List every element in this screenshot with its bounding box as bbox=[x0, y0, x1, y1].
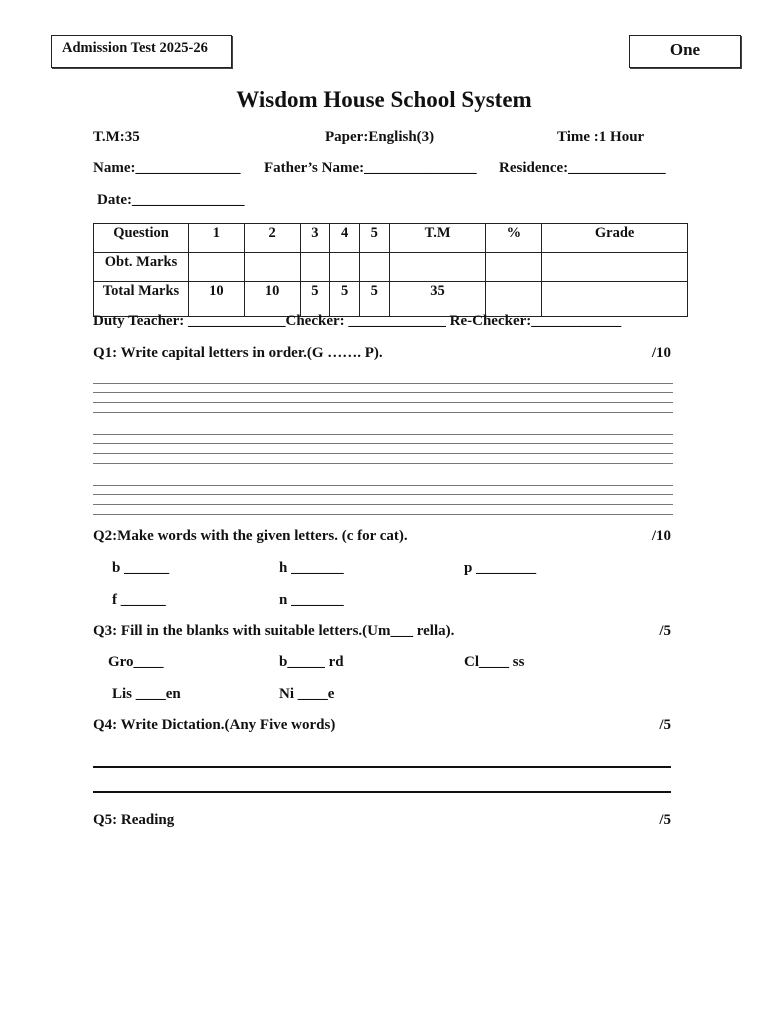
q2-item: p ________ bbox=[464, 560, 537, 576]
writing-line bbox=[93, 494, 673, 495]
table-cell: Total Marks bbox=[94, 282, 189, 317]
q3-item: Lis ____en bbox=[112, 686, 181, 702]
table-cell bbox=[486, 253, 542, 282]
table-cell: Obt. Marks bbox=[94, 253, 189, 282]
writing-line bbox=[93, 463, 673, 464]
q4-marks: /5 bbox=[659, 717, 671, 733]
writing-line bbox=[93, 504, 673, 505]
q3-marks: /5 bbox=[659, 623, 671, 639]
writing-line bbox=[93, 402, 673, 403]
table-cell: 5 bbox=[300, 282, 330, 317]
q3-item: Ni ____e bbox=[279, 686, 335, 702]
table-row-obtained bbox=[94, 253, 688, 282]
table-cell: 4 bbox=[330, 224, 360, 253]
writing-line bbox=[93, 383, 673, 384]
name-field: Name:______________ bbox=[93, 160, 241, 176]
date-field: Date:_______________ bbox=[97, 192, 245, 208]
q1-marks: /10 bbox=[651, 345, 671, 361]
q2-item: f ______ bbox=[112, 592, 166, 608]
table-cell bbox=[486, 282, 542, 317]
table-cell: 3 bbox=[300, 224, 330, 253]
table-cell: 10 bbox=[189, 282, 245, 317]
table-cell: 5 bbox=[359, 282, 389, 317]
q4-text: Q4: Write Dictation.(Any Five words) bbox=[93, 717, 336, 733]
table-cell: % bbox=[486, 224, 542, 253]
table-cell: 5 bbox=[330, 282, 360, 317]
dictation-line bbox=[93, 791, 671, 793]
q5-text: Q5: Reading bbox=[93, 812, 175, 828]
q3-item: Gro____ bbox=[108, 654, 164, 670]
residence-field: Residence:_____________ bbox=[499, 160, 666, 176]
table-cell bbox=[359, 253, 389, 282]
table-cell: 5 bbox=[359, 224, 389, 253]
q2-item: n _______ bbox=[279, 592, 344, 608]
table-cell bbox=[300, 253, 330, 282]
time-info: Time :1 Hour bbox=[557, 129, 645, 145]
q3-item: Cl____ ss bbox=[464, 654, 525, 670]
table-cell: 2 bbox=[244, 224, 300, 253]
writing-line bbox=[93, 514, 673, 515]
table-cell: Grade bbox=[542, 224, 688, 253]
table-cell bbox=[244, 253, 300, 282]
father-name-field: Father’s Name:_______________ bbox=[264, 160, 477, 176]
table-cell bbox=[542, 282, 688, 317]
class-label: One bbox=[669, 40, 701, 59]
writing-line bbox=[93, 443, 673, 444]
admission-test-box bbox=[51, 35, 232, 68]
table-cell: 10 bbox=[244, 282, 300, 317]
table-cell bbox=[542, 253, 688, 282]
q1-text: Q1: Write capital letters in order.(G ……. P). bbox=[93, 345, 383, 361]
writing-line bbox=[93, 453, 673, 454]
class-box bbox=[629, 35, 741, 68]
admission-test-label: Admission Test 2025-26 bbox=[62, 40, 208, 56]
table-cell: 35 bbox=[389, 282, 486, 317]
total-marks-info: T.M:35 bbox=[93, 129, 140, 145]
marks-table bbox=[93, 223, 688, 317]
table-cell: 1 bbox=[189, 224, 245, 253]
signatures-line: Duty Teacher: _____________Checker: _____________ Re-Checker:____________ bbox=[93, 313, 622, 329]
table-cell bbox=[330, 253, 360, 282]
q2-text: Q2:Make words with the given letters. (c for cat). bbox=[93, 528, 408, 544]
q2-marks: /10 bbox=[651, 528, 671, 544]
table-cell bbox=[389, 253, 486, 282]
table-header-row bbox=[94, 224, 688, 253]
table-cell: T.M bbox=[389, 224, 486, 253]
school-title: Wisdom House School System bbox=[236, 87, 532, 112]
table-row-total bbox=[94, 282, 688, 317]
table-cell bbox=[189, 253, 245, 282]
table-cell: Question bbox=[94, 224, 189, 253]
q2-item: h _______ bbox=[279, 560, 344, 576]
writing-line bbox=[93, 434, 673, 435]
q2-item: b ______ bbox=[112, 560, 170, 576]
writing-line bbox=[93, 485, 673, 486]
paper-info: Paper:English(3) bbox=[325, 129, 435, 145]
writing-line bbox=[93, 392, 673, 393]
q5-marks: /5 bbox=[659, 812, 671, 828]
q3-item: b_____ rd bbox=[279, 654, 344, 670]
q3-text: Q3: Fill in the blanks with suitable letters.(Um___ rella). bbox=[93, 623, 455, 639]
writing-line bbox=[93, 412, 673, 413]
dictation-line bbox=[93, 766, 671, 768]
